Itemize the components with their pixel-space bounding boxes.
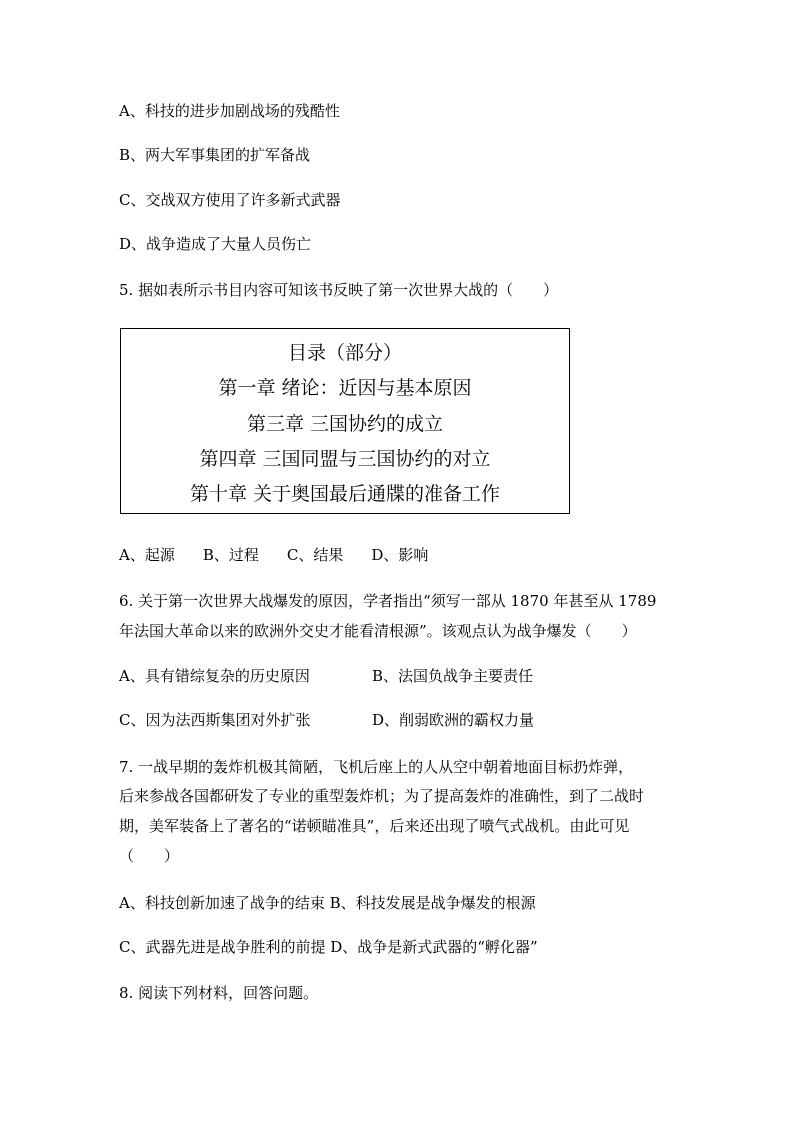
q7-options-cd: C、武器先进是战争胜利的前提 D、战争是新式武器的“孵化器” (119, 938, 538, 956)
q5-option-c: C、结果 (286, 546, 344, 564)
q6-option-b: B、法国负战争主要责任 (372, 667, 534, 685)
q4-option-a: A、科技的进步加剧战场的残酷性 (119, 102, 340, 120)
q7-options-ab: A、科技创新加速了战争的结束 B、科技发展是战争爆发的根源 (119, 894, 536, 912)
q6-stem-line-1: 6. 关于第一次世界大战爆发的原因，学者指出“须写一部从 1870 年甚至从 1789 (119, 592, 657, 610)
toc-line-1: 第一章 绪论：近因与基本原因 (218, 377, 472, 399)
q8-stem: 8. 阅读下列材料，回答问题。 (119, 984, 319, 1002)
q6-stem-line-2: 年法国大革命以来的欧洲外交史才能看清根源”。该观点认为战争爆发（ ） (119, 622, 637, 640)
q5-options (119, 545, 456, 565)
q6-option-a: A、具有错综复杂的历史原因 (119, 667, 310, 685)
q6-option-c: C、因为法西斯集团对外扩张 (119, 711, 311, 729)
q7-stem-line-2: 后来参战各国都研发了专业的重型轰炸机；为了提高轰炸的准确性，到了二战时 (119, 787, 645, 805)
q7-stem-line-1: 7. 一战早期的轰炸机极其简陋，飞机后座上的人从空中朝着地面目标扔炸弹， (119, 758, 634, 776)
q6-option-d: D、削弱欧洲的霸权力量 (372, 711, 535, 729)
q4-option-b: B、两大军事集团的扩军备战 (119, 146, 311, 164)
q5-option-a: A、起源 (119, 546, 175, 564)
q4-option-d: D、战争造成了大量人员伤亡 (119, 235, 312, 253)
q7-stem-line-4: （ ） (119, 847, 180, 865)
q5-stem: 5. 据如表所示书目内容可知该书反映了第一次世界大战的（ ） (119, 281, 559, 299)
toc-title: 目录（部分） (287, 342, 402, 364)
toc-line-2: 第三章 三国协约的成立 (246, 413, 444, 435)
q4-option-c: C、交战双方使用了许多新式武器 (119, 191, 341, 209)
toc-line-4: 第十章 关于奥国最后通牒的准备工作 (189, 483, 501, 505)
q5-option-b: B、过程 (202, 546, 259, 564)
q5-option-d: D、影响 (371, 546, 429, 564)
q7-stem-line-3: 期，美军装备上了著名的“诺顿瞄准具”，后来还出现了喷气式战机。由此可见 (119, 817, 630, 835)
toc-line-3: 第四章 三国同盟与三国协约的对立 (199, 448, 491, 470)
q5-toc-table (120, 328, 570, 514)
